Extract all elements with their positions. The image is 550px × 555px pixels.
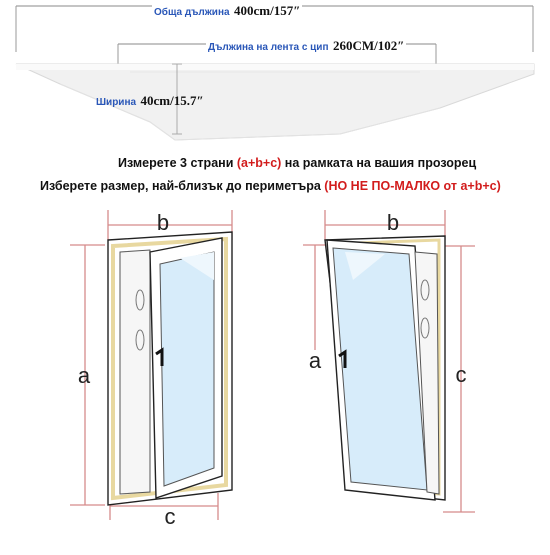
left-a-label: a [77, 363, 91, 388]
fabric-sheet [16, 64, 534, 140]
instruction-line-2 [40, 179, 501, 193]
instruction-line-1 [118, 156, 476, 170]
right-window-diagram [275, 200, 550, 550]
instruction-1-suffix: на рамката на вашия прозорец [281, 156, 477, 170]
zipper-length-value: 260CM/102″ [332, 38, 405, 53]
right-window-svg [275, 200, 550, 550]
left-glass [160, 252, 214, 486]
zipper-length-label: Дължина на лента с цип [208, 42, 329, 53]
instruction-2-highlight: (НО НЕ ПО-МАЛКО от a+b+c) [324, 179, 501, 193]
width-value: 40cm/15.7″ [140, 93, 204, 108]
instruction-1-highlight: (a+b+c) [236, 156, 282, 170]
product-sheet-svg [0, 0, 550, 150]
instruction-2-prefix: Изберете размер, най-близък до периметъра [40, 179, 325, 193]
total-length-value: 400cm/157″ [234, 3, 301, 18]
right-b-label: b [386, 210, 400, 235]
width-label: Ширина [96, 97, 137, 108]
right-c-label: c [455, 362, 467, 387]
left-window-diagram [0, 200, 275, 550]
left-window-svg [0, 200, 275, 550]
right-a-label: a [308, 348, 322, 373]
left-b-label: b [156, 210, 170, 235]
left-c-label: c [164, 504, 176, 529]
total-length-label: Обща дължина [154, 7, 230, 18]
instruction-1-prefix: Измерете 3 страни [118, 156, 237, 170]
product-illustration [0, 0, 550, 150]
